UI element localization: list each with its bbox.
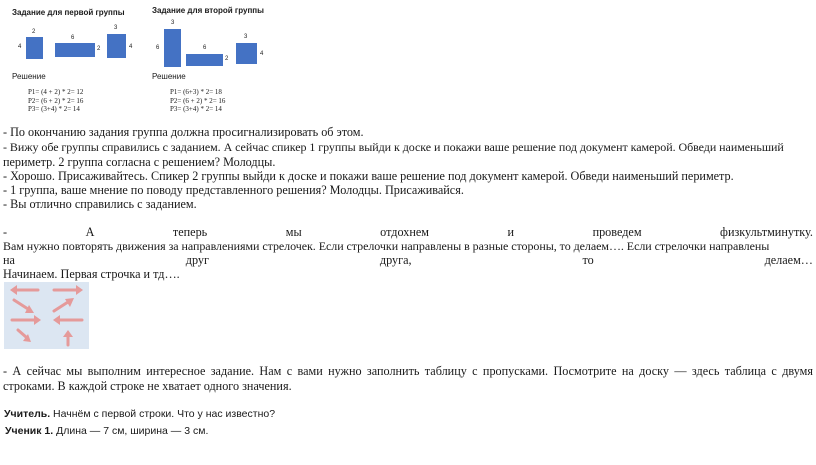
student-label: Ученик 1. — [5, 425, 54, 437]
formula-line: P1= (6+3) * 2= 18 — [170, 88, 222, 96]
teacher-text: Начнём с первой строки. Что у нас известно? — [50, 408, 276, 420]
g1-label: 4 — [129, 44, 133, 50]
text-line-1: - По окончанию задания группа должна просигнализировать об этом. — [3, 125, 364, 139]
arrow-right-icon — [12, 315, 41, 325]
g2-label: 4 — [260, 51, 264, 57]
text-line-5: - 1 группа, ваше мнение по поводу представленного решения? Молодцы. Присаживайся. — [3, 183, 464, 197]
g2-rect-3 — [236, 43, 257, 64]
group1-solution-label: Решение — [12, 72, 46, 81]
teacher-line — [4, 408, 275, 420]
g2-label: 6 — [156, 45, 160, 51]
group1-formulas — [28, 88, 83, 114]
g2-label: 2 — [225, 56, 229, 62]
g1-rect-3 — [107, 34, 126, 58]
text-line-6: - Вы отлично справились с заданием. — [3, 197, 197, 211]
word: то — [582, 253, 594, 267]
group2-formulas — [170, 88, 225, 114]
formula-line: P1= (4 + 2) * 2= 12 — [28, 88, 84, 96]
word: делаем… — [764, 253, 813, 267]
student-text: Длина — 7 см, ширина — 3 см. — [53, 425, 209, 437]
formula-line: P3= (3+4) * 2= 14 — [170, 105, 222, 113]
g1-label: 6 — [71, 35, 75, 41]
formula-line: P3= (3+4) * 2= 14 — [28, 105, 80, 113]
g1-rect-2 — [55, 43, 95, 57]
student-line — [5, 425, 208, 437]
arrow-down-right-icon — [14, 300, 34, 313]
word: А — [85, 225, 95, 239]
word: отдохнем — [380, 225, 429, 239]
word: друга, — [379, 253, 412, 267]
word: и — [507, 225, 515, 239]
text-line-7 — [3, 225, 813, 239]
g1-label: 4 — [18, 44, 22, 50]
arrow-left-icon — [53, 315, 82, 325]
group1-title: Задание для первой группы — [12, 8, 125, 17]
text-line-2: - Вижу обе группы справились с заданием. А сейчас спикер 1 группы выйди к доске и покажи ваше решение под документ камерой. Обведи наименьший — [3, 140, 784, 154]
formula-line: P2= (6 + 2) * 2= 16 — [170, 96, 226, 105]
g2-label: 3 — [244, 34, 248, 40]
text-line-9 — [3, 253, 813, 267]
g1-rect-1 — [26, 37, 43, 59]
word: физкультминутку. — [720, 225, 813, 239]
word: теперь — [172, 225, 208, 239]
text-line-4: - Хорошо. Присаживайтесь. Спикер 2 группы выйди к доске и покажи ваше решение под документ камерой. Обведи наименьший периметр. — [3, 169, 734, 183]
g1-label: 2 — [32, 29, 36, 35]
text-line-8: Вам нужно повторять движения за направлениями стрелочек. Если стрелочки направлены в разные стороны, то делаем…. Если стрелочки направлены — [3, 239, 770, 253]
formula-line: P2= (6 + 2) * 2= 16 — [28, 96, 84, 105]
arrow-up-icon — [63, 330, 73, 345]
teacher-label: Учитель. — [4, 408, 51, 420]
g2-label: 6 — [203, 45, 207, 51]
g2-rect-2 — [186, 54, 223, 66]
g1-label: 2 — [97, 46, 101, 52]
group2-solution-label: Решение — [152, 72, 186, 81]
arrow-right-icon — [54, 285, 83, 295]
word: проведем — [592, 225, 642, 239]
word: - — [3, 225, 8, 239]
word: друг — [185, 253, 210, 267]
group2-title: Задание для второй группы — [152, 6, 264, 15]
text-line-10: Начинаем. Первая строчка и тд…. — [3, 267, 180, 281]
g2-label: 3 — [171, 20, 175, 26]
g2-rect-1 — [164, 29, 181, 67]
g1-label: 3 — [114, 25, 118, 31]
word: мы — [285, 225, 302, 239]
text-line-3: периметр. 2 группа согласна с решением? Молодцы. — [3, 155, 276, 169]
arrow-left-icon — [10, 285, 38, 295]
arrow-up-right-icon — [54, 298, 74, 311]
arrows-illustration — [4, 282, 89, 349]
arrows-panel — [4, 282, 89, 349]
arrow-down-right-icon — [18, 330, 31, 342]
word: на — [3, 253, 15, 267]
table-task-paragraph: - А сейчас мы выполним интересное задание. Нам с вами нужно заполнить таблицу с пропусками. Посмотрите на доску — здесь таблица с двумя строками. В каждой строке не хватает одного значения. — [3, 364, 813, 393]
